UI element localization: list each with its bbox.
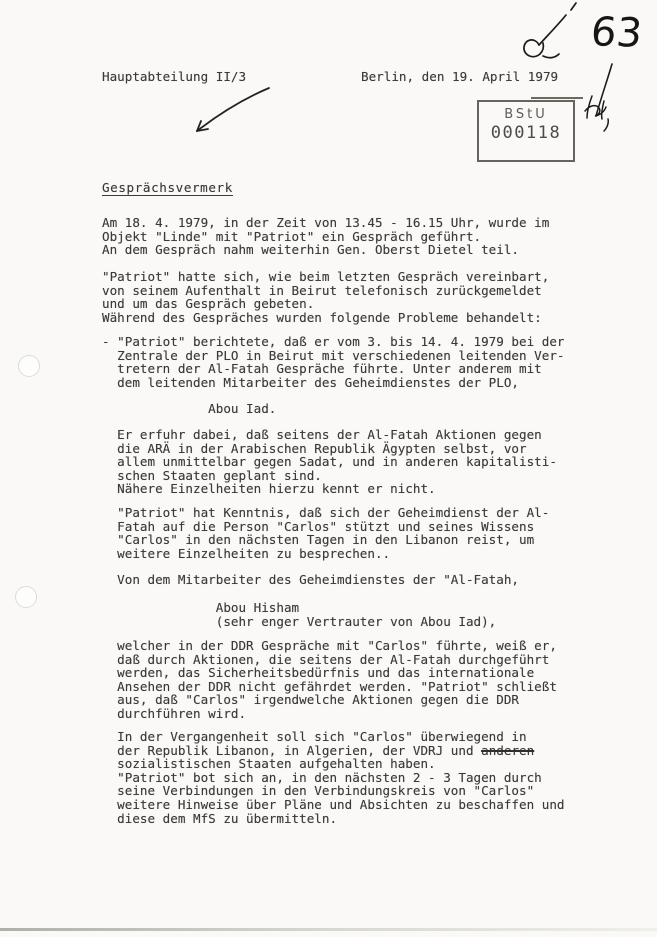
text-line: (sehr enger Vertrauter von Abou Iad), bbox=[102, 613, 497, 629]
text-line: Zentrale der PLO in Beirut mit verschiedenen leitenden Ver- bbox=[102, 347, 565, 363]
text-line: Von dem Mitarbeiter des Geheimdienstes der "Al-Fatah, bbox=[102, 572, 520, 587]
text-line: weitere Hinweise über Pläne und Absichten zu beschaffen und bbox=[102, 796, 565, 812]
paragraph bbox=[102, 335, 565, 389]
paragraph bbox=[102, 601, 496, 628]
bstu-stamp bbox=[477, 100, 575, 162]
text-line: aus, daß "Carlos" irgendwelche Aktionen gegen die DDR bbox=[102, 692, 520, 708]
text-line: seine Verbindungen in den Verbindungskreis von "Carlos" bbox=[102, 783, 535, 799]
text-line: Objekt "Linde" mit "Patriot" ein Gespräch geführt. bbox=[102, 228, 482, 244]
text-line: diese dem MfS zu übermitteln. bbox=[102, 810, 338, 826]
paragraph bbox=[102, 402, 276, 416]
handwritten-page-number: 63 bbox=[588, 9, 645, 57]
text-line: welcher in der DDR Gespräche mit "Carlos" führte, weiß er, bbox=[102, 638, 557, 653]
text-line: von seinem Aufenthalt in Beirut telefonisch zurückgemeldet bbox=[102, 282, 542, 298]
text-line: tretern der Al-Fatah Gespräche führte. Unter anderem mit bbox=[102, 361, 542, 377]
text-line: An dem Gespräch nahm weiterhin Gen. Oberst Dietel teil. bbox=[102, 242, 520, 258]
paragraph bbox=[102, 639, 557, 721]
text-line: schen Staaten geplant sind. bbox=[102, 467, 322, 483]
text-line: durchführen wird. bbox=[102, 705, 247, 721]
handwritten-checkmark bbox=[197, 88, 269, 131]
text-line: weitere Einzelheiten zu besprechen.. bbox=[102, 545, 391, 561]
text-line: und um das Gespräch gebeten. bbox=[102, 296, 315, 312]
paragraph bbox=[102, 270, 549, 324]
text-line: Während des Gespräches wurden folgende Probleme behandelt: bbox=[102, 309, 542, 325]
stamp-number: 000118 bbox=[490, 123, 562, 143]
text-line: - "Patriot" berichtete, daß er vom 3. bis 14. 4. 1979 bei der bbox=[102, 334, 565, 349]
text-line: sozialistischen Staaten aufgehalten haben. bbox=[102, 756, 436, 772]
punch-hole bbox=[15, 586, 37, 608]
text-line: Am 18. 4. 1979, in der Zeit von 13.45 - 16.15 Uhr, wurde im bbox=[102, 215, 550, 230]
stamp-text: BStU bbox=[504, 107, 548, 122]
paragraph bbox=[102, 216, 549, 257]
department-line: Hauptabteilung II/3 bbox=[102, 69, 247, 84]
text-line: werden, das Sicherheitsbedürfnis und das internationale bbox=[102, 665, 535, 681]
date-line: Berlin, den 19. April 1979 bbox=[361, 69, 559, 84]
text-line: "Carlos" in den nächsten Tagen in den Libanon reist, um bbox=[102, 532, 535, 548]
text-line: allem unmittelbar gegen Sadat, und in anderen kapitalisti- bbox=[102, 454, 557, 470]
text-line: der Republik Libanon, in Algerien, der VDRJ und anderen bbox=[102, 742, 535, 758]
text-line: In der Vergangenheit soll sich "Carlos" überwiegend in bbox=[102, 729, 527, 744]
text-line: die ARÄ in der Arabischen Republik Ägypten selbst, vor bbox=[102, 440, 527, 456]
stamp-edge-line bbox=[531, 97, 583, 99]
paragraph bbox=[102, 730, 565, 825]
text-line: Nähere Einzelheiten hierzu kennt er nicht. bbox=[102, 481, 436, 497]
paragraph bbox=[102, 428, 557, 496]
text-line: Ansehen der DDR nicht gefährdet werden. "Patriot" schließt bbox=[102, 678, 557, 694]
text-line: "Patriot" bot sich an, in den nächsten 2 - 3 Tagen durch bbox=[102, 769, 542, 785]
punch-hole bbox=[18, 355, 40, 377]
text-line: Abou Hisham bbox=[102, 600, 300, 615]
text-line: "Patriot" hatte sich, wie beim letzten Gespräch vereinbart, bbox=[102, 269, 550, 284]
text-line: "Patriot" hat Kenntnis, daß sich der Geheimdienst der Al- bbox=[102, 505, 550, 520]
text-line: daß durch Aktionen, die seitens der Al-Fatah durchgeführt bbox=[102, 651, 550, 667]
scan-edge bbox=[0, 928, 657, 931]
struck-text: anderen bbox=[481, 742, 535, 758]
text-line: Er erfuhr dabei, daß seitens der Al-Fatah Aktionen gegen bbox=[102, 427, 542, 442]
handwritten-squiggle bbox=[524, 3, 576, 58]
text-line: Abou Iad. bbox=[102, 401, 277, 416]
paragraph bbox=[102, 573, 519, 587]
document-title: Gesprächsvermerk bbox=[102, 180, 233, 195]
handwritten-slash bbox=[596, 64, 612, 116]
text-line: dem leitenden Mitarbeiter des Geheimdienstes der PLO, bbox=[102, 374, 520, 390]
text-line: Fatah auf die Person "Carlos" stützt und seines Wissens bbox=[102, 518, 535, 534]
paragraph bbox=[102, 506, 549, 560]
handwritten-initials bbox=[585, 96, 608, 131]
